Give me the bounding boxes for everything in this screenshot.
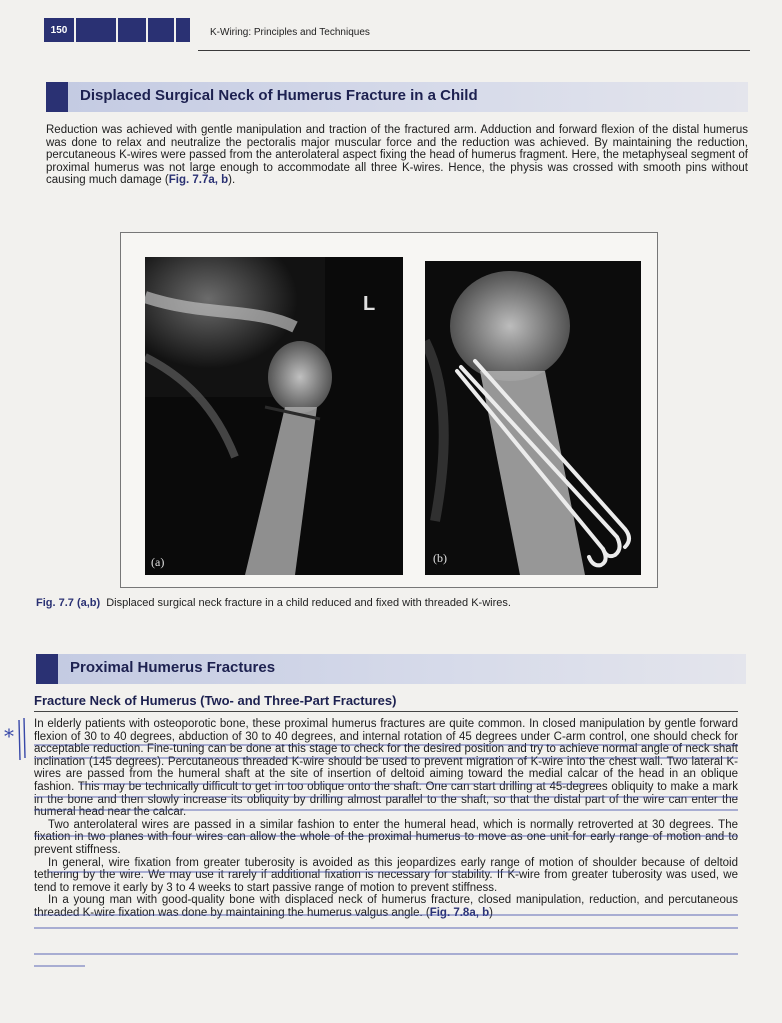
paragraph-text: Reduction was achieved with gentle manipulation and traction of the fractured arm. Adduction and forward flexion of the distal humerus was done to relax and neutralize the pectoralis major muscular force and the reduction was achieved. By maintaining the reduction, percutaneous K-wires were passed from the anterolateral aspect fixing the head of humerus fragment. Here, the metaphyseal segment of proximal humerus was not large enough to accommodate all three K-wires. Hence, the physis was crossed with smooth pins without causing much damage ( [46,124,748,187]
paragraph-text: ). [228,174,236,187]
figure-caption-label: Fig. 7.7 (a,b) [36,597,101,609]
section-title: Proximal Humerus Fractures [70,659,276,676]
paragraph-text: In elderly patients with osteoporotic bone, these proximal humerus fractures are quite common. In closed manipulation by gentle forward flexion of 30 to 40 degrees, abduction of 30 to 40 degrees, and internal rotation of 45 degrees under C-arm control, one should check for acceptable reduction. Fine-tuning can be done at this stage to check for the desired position and try to achieve normal angle of neck shaft inclination (145 degrees). Percutaneous threaded K-wire should be used to prevent migration of K-wire into the chest wall. Two lateral K-wires are passed from the humeral shaft at the site of insertion of deltoid aiming toward the medial calcar of the head in an oblique fashion. This may be technically difficult to get in too oblique onto the shaft. One can start drilling at 45-degrees obliquity to make a mark in the bone and then slowly increase its obliquity by drilling almost parallel to the shaft, so that the distal part of the wire can enter the humeral head near the calcar. [34,718,738,819]
page-number: 150 [44,18,74,42]
subsection-heading: Fracture Neck of Humerus (Two- and Three-Part Fractures) [34,693,397,708]
figure-caption-text: Displaced surgical neck fracture in a child reduced and fixed with threaded K-wires. [106,597,511,609]
xray-side-marker: L [363,293,376,315]
figure-panel-label-a: (a) [151,555,165,569]
figure-reference[interactable]: Fig. 7.8a, b [429,906,490,919]
handwritten-asterisk: * [4,724,14,748]
section-title: Displaced Surgical Neck of Humerus Fracture in a Child [80,87,478,104]
paragraph-text: In a young man with good-quality bone with displaced neck of humerus fracture, closed manipulation, reduction, and percutaneous threaded K-wire fixation was done by maintaining the humerus valgus angle. ( [34,894,738,919]
figure-reference[interactable]: Fig. 7.7a, b [168,174,229,187]
paragraph-text: Two anterolateral wires are passed in a similar fashion to enter the humeral head, which is normally retroverted at 30 degrees. The fixation in two planes with four wires can allow the whole of the proximal humerus to move as one unit for early range of motion and to prevent stiffness. [34,818,738,856]
paragraph-text: ) [489,906,493,919]
paragraph-text: In general, wire fixation from greater tuberosity is avoided as this jeopardizes early range of motion of shoulder because of deltoid tethering by the wire. We may use it rarely if additional fixation is necessary for stability. If K-wire from greater tuberosity was used, we tend to remove it early by 3 to 4 weeks to start passive range of motion to prevent stiffness. [34,856,738,894]
figure-panel-label-b: (b) [433,551,447,565]
running-title: K-Wiring: Principles and Techniques [210,27,370,38]
